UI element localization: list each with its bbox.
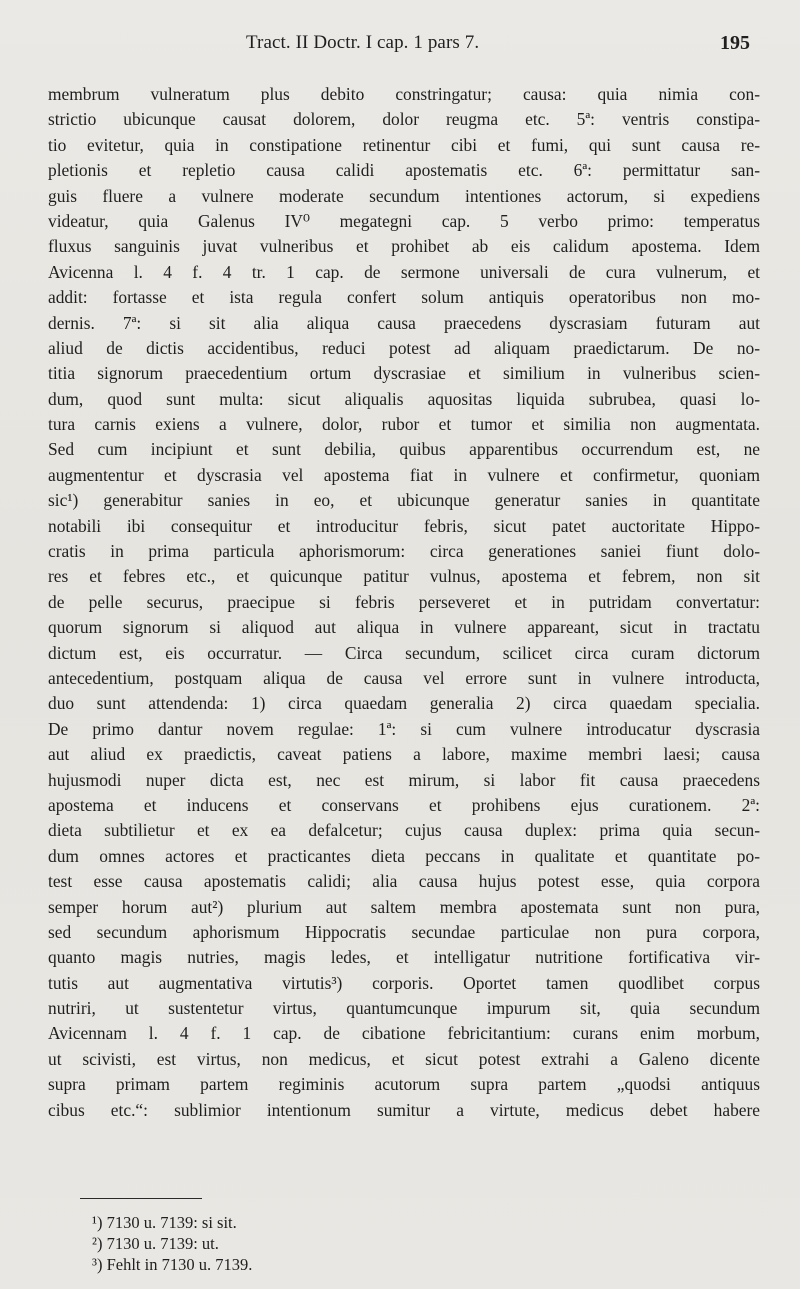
text-line: De primo dantur novem regulae: 1ª: si cum vulnere introducatur dyscrasia <box>48 718 760 739</box>
footnote-2: ²) 7130 u. 7139: ut. <box>92 1234 219 1253</box>
text-line: dieta subtilietur et ex ea defalcetur; cujus causa duplex: prima quia secun- <box>48 820 760 841</box>
text-line: supra primam partem regiminis acutorum supra partem „quodsi antiquus <box>48 1074 760 1095</box>
text-line: Avicenna l. 4 f. 4 tr. 1 cap. de sermone universali de cura vulnerum, et <box>48 261 760 282</box>
text-line: guis fluere a vulnere moderate secundum intentiones actorum, si expediens <box>48 185 760 206</box>
text-line: tura carnis exiens a vulnere, dolor, rubor et tumor et similia non augmentata. <box>48 414 760 435</box>
footnote-3: ³) Fehlt in 7130 u. 7139. <box>92 1255 253 1274</box>
body-text <box>48 82 760 1123</box>
text-line: semper horum aut²) plurium aut saltem membra apostemata sunt non pura, <box>48 896 760 917</box>
page-header <box>0 32 800 58</box>
text-line: titia signorum praecedentium ortum dyscrasiae et similium in vulneribus scien- <box>48 363 760 384</box>
text-line: quorum signorum si aliquod aut aliqua in vulnere appareant, sicut in tractatu <box>48 617 760 638</box>
text-line: nutriri, ut sustentetur virtus, quantumcunque impurum sit, quia secundum <box>48 998 760 1019</box>
text-line: aut aliud ex praedictis, caveat patiens a labore, maxime membri laesi; causa <box>48 744 760 765</box>
text-line: dernis. 7ª: si sit alia aliqua causa praecedens dyscrasiam futuram aut <box>48 312 760 333</box>
text-line: dictum est, eis occurratur. — Circa secundum, scilicet circa curam dictorum <box>48 642 760 663</box>
footnote-divider <box>80 1198 202 1199</box>
text-line: dum omnes actores et practicantes dieta peccans in qualitate et quantitate po- <box>48 845 760 866</box>
text-line: de pelle securus, praecipue si febris perseveret et in putridam convertatur: <box>48 591 760 612</box>
text-line: dum, quod sunt multa: sicut aliqualis aquositas liquida subrubea, quasi lo- <box>48 388 760 409</box>
running-head: Tract. II Doctr. I cap. 1 pars 7. <box>246 32 480 53</box>
text-line: tutis aut augmentativa virtutis³) corporis. Oportet tamen quodlibet corpus <box>48 972 760 993</box>
text-line: sed secundum aphorismum Hippocratis secundae particulae non pura corpora, <box>48 921 760 942</box>
text-line: res et febres etc., et quicunque patitur vulnus, apostema et febrem, non sit <box>48 566 760 587</box>
text-line: apostema et inducens et conservans et prohibens ejus curationem. 2ª: <box>48 794 760 815</box>
text-line: cibus etc.“: sublimior intentionum sumitur a virtute, medicus debet habere <box>48 1099 760 1120</box>
footnotes <box>92 1212 252 1275</box>
text-line: addit: fortasse et ista regula confert solum antiquis operatoribus non mo- <box>48 287 760 308</box>
footnote-1: ¹) 7130 u. 7139: si sit. <box>92 1213 237 1232</box>
text-line: ut scivisti, est virtus, non medicus, et sicut potest extrahi a Galeno dicente <box>48 1048 760 1069</box>
text-line: notabili ibi consequitur et introducitur febris, sicut patet auctoritate Hippo- <box>48 515 760 536</box>
text-line: augmententur et dyscrasia vel apostema fiat in vulnere et confirmetur, quoniam <box>48 464 760 485</box>
text-line: fluxus sanguinis juvat vulneribus et prohibet ab eis calidum apostema. Idem <box>48 236 760 257</box>
text-line: antecedentium, postquam aliqua de causa vel errore sunt in vulnere introducta, <box>48 667 760 688</box>
text-line: duo sunt attendenda: 1) circa quaedam generalia 2) circa quaedam specialia. <box>48 693 760 714</box>
text-line: membrum vulneratum plus debito constringatur; causa: quia nimia con- <box>48 84 760 104</box>
text-line: videatur, quia Galenus IV⁰ megategni cap. 5 verbo primo: temperatus <box>48 210 760 231</box>
text-line: hujusmodi nuper dicta est, nec est mirum, si labor fit causa praecedens <box>48 769 760 790</box>
page-number: 195 <box>720 32 750 54</box>
text-line: Sed cum incipiunt et sunt debilia, quibus apparentibus occurrendum est, ne <box>48 439 760 460</box>
text-line: Avicennam l. 4 f. 1 cap. de cibatione febricitantium: curans enim morbum, <box>48 1023 760 1044</box>
text-line: pletionis et repletio causa calidi apostematis etc. 6ª: permittatur san- <box>48 160 760 181</box>
text-line: test esse causa apostematis calidi; alia causa hujus potest esse, quia corpora <box>48 871 760 892</box>
text-line: sic¹) generabitur sanies in eo, et ubicunque generatur sanies in quantitate <box>48 490 760 511</box>
text-line: quanto magis nutries, magis ledes, et intelligatur nutritione fortificativa vir- <box>48 947 760 968</box>
text-line: tio evitetur, quia in constipatione retinentur cibi et fumi, qui sunt causa re- <box>48 134 760 155</box>
text-line: strictio ubicunque causat dolorem, dolor reugma etc. 5ª: ventris constipa- <box>48 109 760 130</box>
text-line: aliud de dictis accidentibus, reduci potest ad aliquam praedictarum. De no- <box>48 337 760 358</box>
text-line: cratis in prima particula aphorismorum: circa generationes saniei fiunt dolo- <box>48 541 760 562</box>
